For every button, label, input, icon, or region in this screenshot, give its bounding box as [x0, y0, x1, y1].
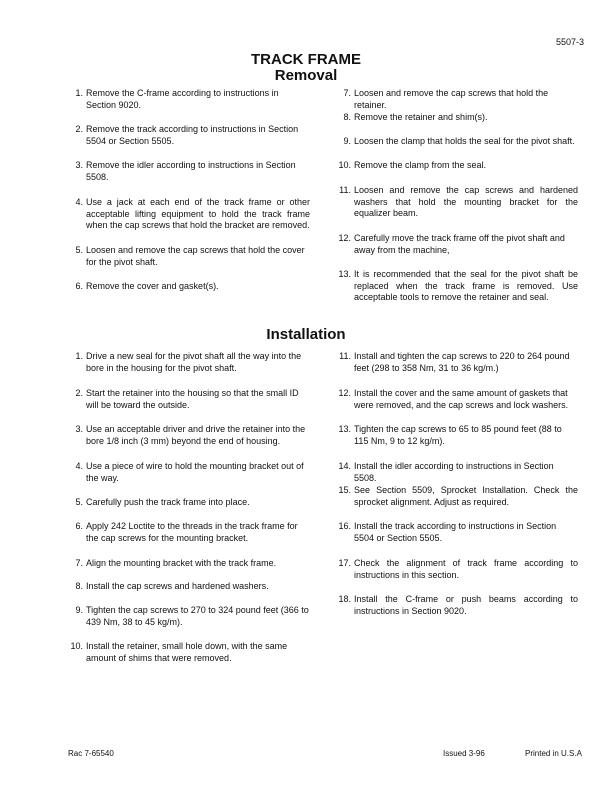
install-step-11: 11. Install and tighten the cap screws to 220 to 264 pound feet (298 to 358 Nm, 31 to 36 kg/m.)	[339, 351, 570, 373]
removal-heading: Removal	[274, 67, 338, 84]
removal-step-12: 12. Carefully move the track frame off the pivot shaft and away from the machine,	[338, 233, 565, 255]
removal-step-10: 10. Remove the clamp from the seal.	[338, 160, 487, 170]
removal-step-3: 3. Remove the idler according to instructions in Section 5508.	[75, 160, 296, 182]
removal-step-6: 6. Remove the cover and gasket(s).	[75, 281, 219, 291]
install-step-6: 6. Apply 242 Loctite to the threads in the track frame for the cap screws for the mounting bracket.	[75, 521, 298, 543]
install-step-5: 5. Carefully push the track frame into place.	[75, 497, 250, 507]
install-step-8: 8. Install the cap screws and hardened washers.	[75, 581, 269, 591]
page-title: TRACK FRAME	[251, 51, 361, 68]
removal-step-4: 4. Use a jack at each end of the track frame or other acceptable lifting equipment to hold the track frame when the cap screws that hold the bracket are removed.	[75, 197, 310, 230]
removal-step-5: 5. Loosen and remove the cap screws that hold the cover for the pivot shaft.	[75, 245, 305, 267]
install-step-17: 17. Check the alignment of track frame according to instructions in this section.	[338, 558, 578, 580]
install-step-12: 12. Install the cover and the same amount of gaskets that were removed, and the cap screws and lock washers.	[338, 388, 569, 410]
removal-step-13: 13. It is recommended that the seal for the pivot shaft be replaced when the track frame is removed. Use acceptable tools to remove the retainer and seal.	[338, 269, 578, 302]
removal-step-8: 8. Remove the retainer and shim(s).	[343, 112, 488, 122]
install-step-16: 16. Install the track according to instructions in Section 5504 or Section 5505.	[338, 521, 557, 543]
install-step-3: 3. Use an acceptable driver and drive the retainer into the bore 1/8 inch (3 mm) beyond the end of housing.	[75, 424, 306, 446]
install-step-15: 15. See Section 5509, Sprocket Installation. Check the sprocket alignment. Adjust as required.	[338, 485, 578, 507]
install-step-1: 1. Drive a new seal for the pivot shaft all the way into the bore in the housing for the pivot shaft.	[75, 351, 302, 373]
removal-step-7: 7. Loosen and remove the cap screws that hold the retainer.	[343, 88, 549, 110]
removal-step-1: 1. Remove the C-frame according to instructions in Section 9020.	[75, 88, 279, 110]
footer-issued: Issued 3-96	[443, 749, 485, 758]
footer-printed: Printed in U.S.A	[525, 749, 582, 758]
installation-heading: Installation	[266, 326, 346, 343]
install-step-10: 10. Install the retainer, small hole down, with the same amount of shims that were removed.	[70, 641, 288, 663]
install-step-14: 14. Install the idler according to instructions in Section 5508.	[338, 461, 554, 483]
install-step-4: 4. Use a piece of wire to hold the mounting bracket out of the way.	[75, 461, 304, 483]
removal-step-9: 9. Loosen the clamp that holds the seal for the pivot shaft.	[343, 136, 575, 146]
install-step-9: 9. Tighten the cap screws to 270 to 324 pound feet (366 to 439 Nm, 38 to 45 kg/m).	[75, 605, 309, 627]
install-step-13: 13. Tighten the cap screws to 65 to 85 pound feet (88 to 115 Nm, 9 to 12 kg/m).	[338, 424, 562, 446]
removal-step-2: 2. Remove the track according to instructions in Section 5504 or Section 5505.	[75, 124, 299, 146]
page-number: 5507-3	[555, 37, 584, 47]
install-step-7: 7. Align the mounting bracket with the track frame.	[75, 558, 277, 568]
install-step-18: 18. Install the C-frame or push beams according to instructions in Section 9020.	[338, 594, 578, 616]
footer-doc-code: Rac 7-65540	[68, 749, 114, 758]
removal-step-11: 11. Loosen and remove the cap screws and hardened washers that hold the mounting bracket for the equalizer beam.	[339, 185, 578, 218]
install-step-2: 2. Start the retainer into the housing so that the small ID will be toward the outside.	[75, 388, 299, 410]
